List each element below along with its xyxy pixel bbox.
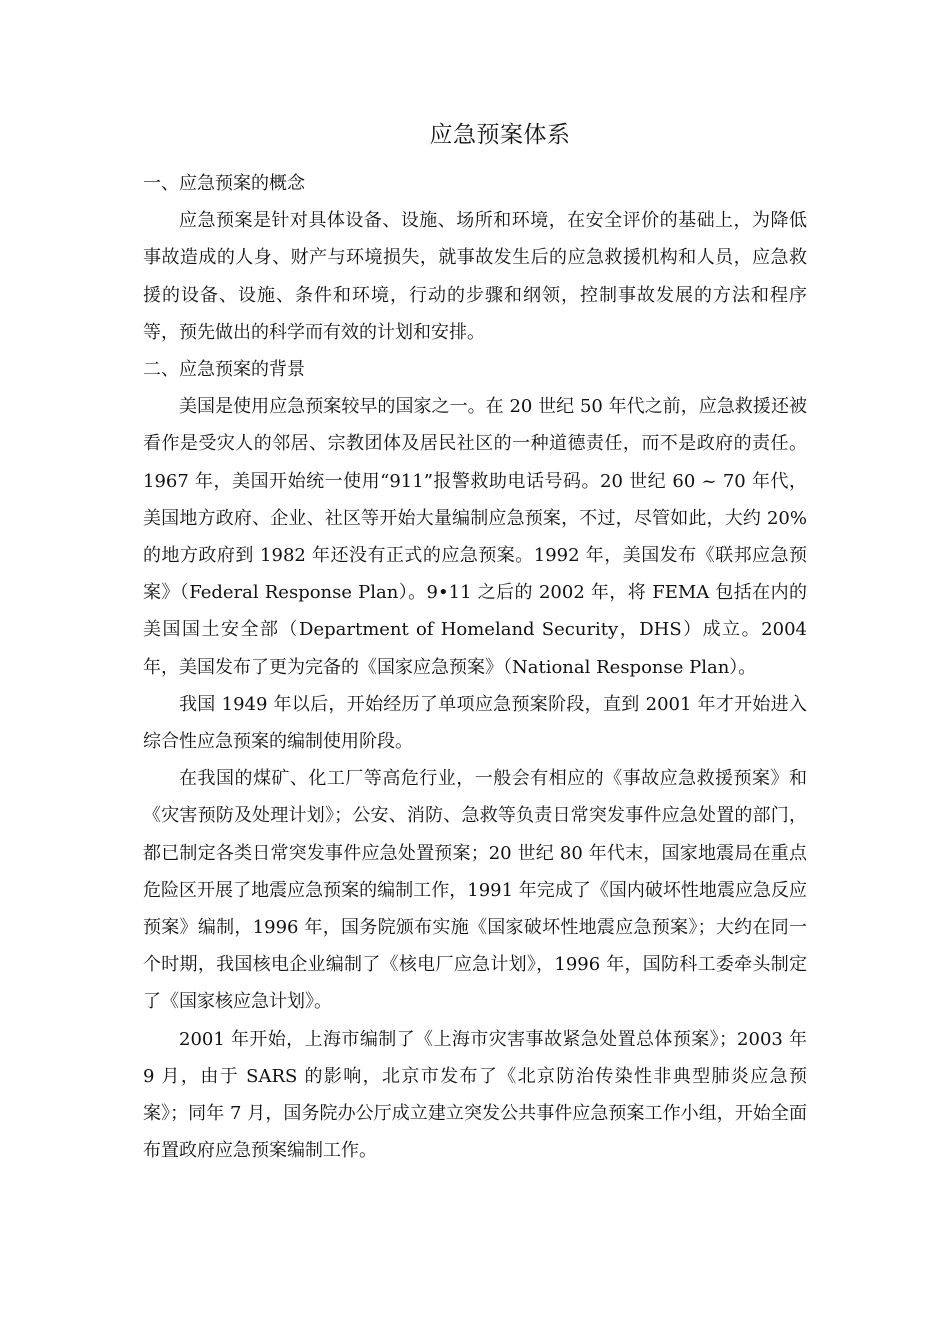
paragraph-china-stages: 我国 1949 年以后，开始经历了单项应急预案阶段，直到 2001 年才开始进入综合性应急预案的编制使用阶段。: [143, 693, 807, 753]
section-heading-background: 二、应急预案的背景: [143, 359, 305, 381]
paragraph-us-history: 美国是使用应急预案较早的国家之一。在 20 世纪 50 年代之前，应急救援还被看作是受灾人的邻居、宗教团体及居民社区的一种道德责任，而不是政府的责任。1967 年，美国开始统一使用“911”报警救助电话号码。20 世纪 60 ~ 70 年代，美国地方政府、企业、社区等开始大量编制应急预案，不过，尽管如此，大约 20%的地方政府到 1982 年还没有正式的应急预案。1992 年，美国发布《联邦应急预案》（Federal Response Plan）。9•11 之后的 2002 年，将 FEMA 包括在内的美国国土安全部（Department of Homeland Security，DHS）成立。2004 年，美国发布了更为完备的《国家应急预案》（National Response Plan）。: [143, 396, 807, 678]
paragraph-china-industries: 在我国的煤矿、化工厂等高危行业，一般会有相应的《事故应急救援预案》和《灾害预防及处理计划》；公安、消防、急救等负责日常突发事件应急处置的部门，都已制定各类日常突发事件应急处置预案；20 世纪 80 年代末，国家地震局在重点危险区开展了地震应急预案的编制工作，1991 年完成了《国内破坏性地震应急反应预案》编制，1996 年，国务院颁布实施《国家破坏性地震应急预案》；大约在同一个时期，我国核电企业编制了《核电厂应急计划》，1996 年，国防科工委牵头制定了《国家核应急计划》。: [143, 768, 807, 1013]
paragraph-china-2001-onward: 2001 年开始，上海市编制了《上海市灾害事故紧急处置总体预案》；2003 年 9 月，由于 SARS 的影响，北京市发布了《北京防治传染性非典型肺炎应急预案》；同年 7 月，国务院办公厅成立建立突发公共事件应急预案工作小组，开始全面布置政府应急预案编制工作。: [143, 1028, 807, 1162]
paragraph-concept-definition: 应急预案是针对具体设备、设施、场所和环境，在安全评价的基础上，为降低事故造成的人身、财产与环境损失，就事故发生后的应急救援机构和人员，应急救援的设备、设施、条件和环境，行动的步骤和纲领，控制事故发展的方法和程序等，预先做出的科学而有效的计划和安排。: [143, 210, 807, 343]
document-body: [143, 165, 807, 1169]
document-title: 应急预案体系: [429, 122, 571, 148]
section-heading-concept: 一、应急预案的概念: [143, 173, 305, 194]
